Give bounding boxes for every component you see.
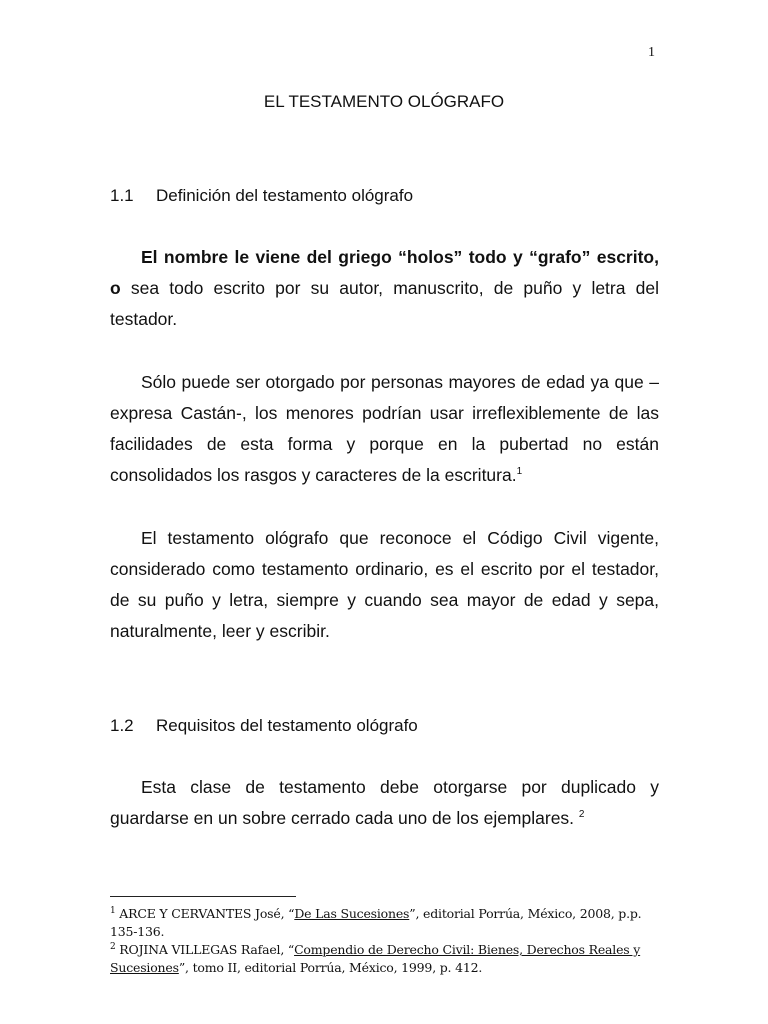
paragraph-codigo-civil xyxy=(110,523,659,647)
section-number: 1.2 xyxy=(110,716,134,735)
paragraph-text: El testamento ológrafo que reconoce el Código Civil vigente, considerado como testamento ordinario, es el escrito por el testador, de su puño y letra, siempre y cuando sea mayor de edad y sepa, naturalmente, leer y escribir. xyxy=(110,528,659,641)
section-number: 1.1 xyxy=(110,186,134,205)
footnote-text: ARCE Y CERVANTES José, “ xyxy=(115,906,295,921)
footnote-book-title-link[interactable]: Compendio de Derecho Civil: Bienes, Derechos Reales y Sucesiones xyxy=(110,942,641,975)
paragraph-definition xyxy=(110,242,659,335)
section-heading-1-1 xyxy=(110,186,413,206)
footnote-number: 2 xyxy=(110,941,116,952)
paragraph-mayores-de-edad xyxy=(110,367,659,491)
footnote-reference[interactable]: 1 xyxy=(516,466,523,478)
footnote-text: ROJINA VILLEGAS Rafael, “ xyxy=(115,942,295,957)
paragraph-bold-lead: El nombre le viene del griego “holos” todo y “grafo” escrito, o xyxy=(110,247,659,298)
footnote-separator xyxy=(110,896,296,897)
footnote-2 xyxy=(110,941,670,977)
page-number: 1 xyxy=(648,45,655,60)
section-title: Definición del testamento ológrafo xyxy=(156,186,414,205)
document-title: EL TESTAMENTO OLÓGRAFO xyxy=(263,92,505,111)
footnote-number: 1 xyxy=(110,905,116,916)
footnote-text: ”, tomo II, editorial Porrúa, México, 1999, p. 412. xyxy=(178,960,483,975)
paragraph-text: Esta clase de testamento debe otorgarse por duplicado y guardarse en un sobre cerrado cada uno de los ejemplares. xyxy=(110,777,659,828)
paragraph-requisitos xyxy=(110,772,659,834)
section-heading-1-2 xyxy=(110,716,418,736)
footnote-1 xyxy=(110,905,670,941)
footnote-reference[interactable]: 2 xyxy=(578,809,585,821)
paragraph-text: Sólo puede ser otorgado por personas mayores de edad ya que –expresa Castán-, los menores podrían usar irreflexiblemente de las facilidades de esta forma y porque en la pubertad no están consolidados los rasgos y caracteres de la escritura. xyxy=(110,372,659,485)
section-title: Requisitos del testamento ológrafo xyxy=(156,716,418,735)
footnote-text: ”, editorial Porrúa, México, 2008, p.p. 135-136. xyxy=(110,906,642,939)
footnote-book-title-link[interactable]: De Las Sucesiones xyxy=(294,906,410,921)
paragraph-text: sea todo escrito por su autor, manuscrito, de puño y letra del testador. xyxy=(110,278,659,329)
